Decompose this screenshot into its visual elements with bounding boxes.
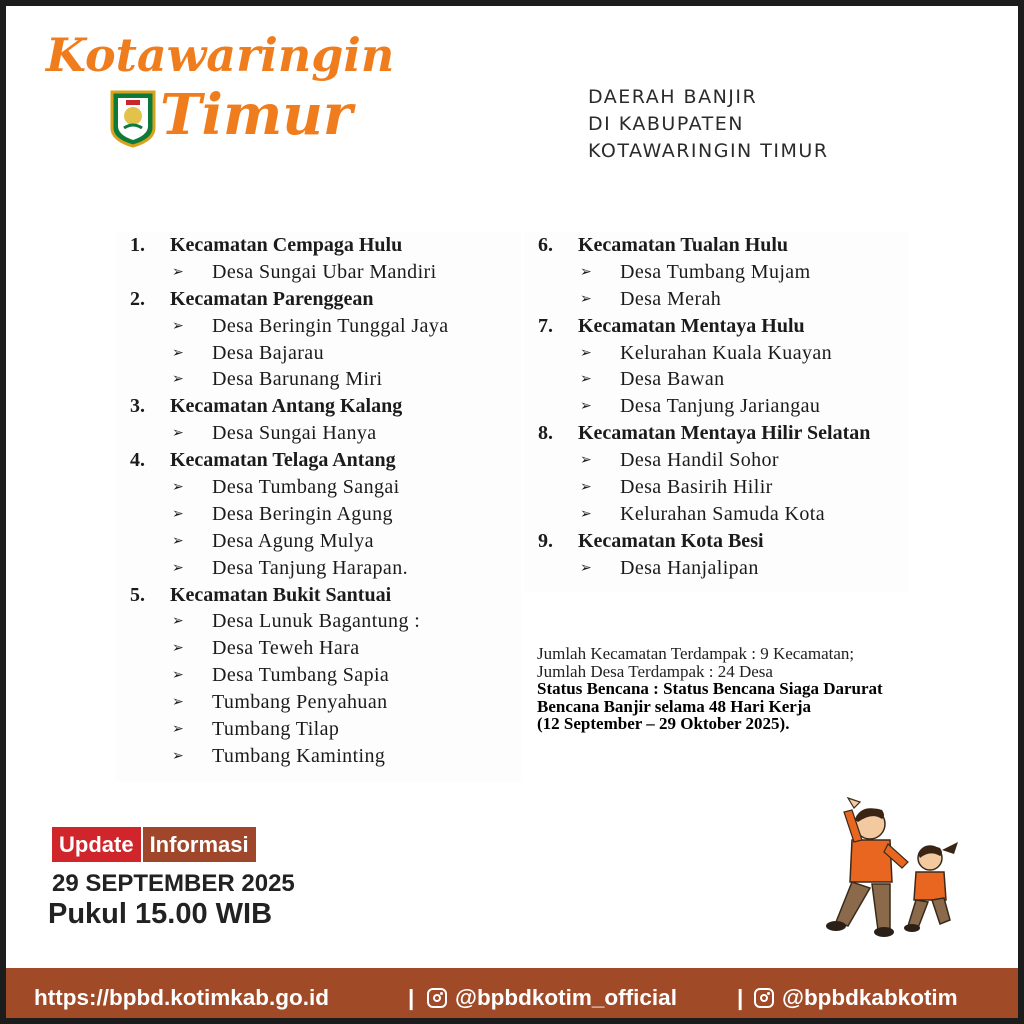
desa-name: Desa Beringin Tunggal Jaya [212, 314, 449, 337]
desa-item [116, 313, 521, 340]
desa-item [116, 662, 521, 689]
arrow-bullet-icon: ➢ [580, 505, 593, 522]
kecamatan-number: 4. [130, 449, 145, 472]
impact-summary [537, 645, 957, 733]
desa-item [116, 474, 521, 501]
kecamatan-heading [524, 420, 909, 447]
kecamatan-name: Kecamatan Antang Kalang [170, 395, 403, 418]
kecamatan-heading [524, 528, 909, 555]
kecamatan-name: Kecamatan Cempaga Hulu [170, 234, 403, 256]
desa-item [524, 393, 909, 420]
summary-status: Status Bencana : Status Bencana Siaga Darurat [537, 679, 883, 698]
heading-line: DAERAH BANJIR [588, 86, 758, 108]
instagram-handle: @bpbdkotim_official [455, 985, 677, 1010]
arrow-bullet-icon: ➢ [172, 532, 185, 549]
heading-line: KOTAWARINGIN TIMUR [588, 140, 829, 162]
arrow-bullet-icon: ➢ [580, 344, 593, 361]
arrow-bullet-icon: ➢ [580, 371, 593, 388]
summary-kecamatan-count: Jumlah Kecamatan Terdampak : 9 Kecamatan; [537, 644, 855, 663]
desa-item [116, 340, 521, 367]
arrow-bullet-icon: ➢ [580, 263, 593, 280]
kecamatan-heading [524, 313, 909, 340]
page-heading [588, 84, 829, 165]
desa-name: Desa Hanjalipan [620, 556, 759, 579]
desa-name: Tumbang Tilap [212, 718, 340, 741]
kecamatan-heading [116, 582, 521, 609]
informasi-label: Informasi [143, 827, 256, 862]
desa-name: Desa Merah [620, 287, 722, 310]
desa-item [116, 501, 521, 528]
desa-name: Desa Tumbang Sangai [212, 476, 400, 499]
desa-name: Desa Tumbang Mujam [620, 260, 811, 283]
desa-name: Desa Basirih Hilir [620, 476, 773, 499]
desa-name: Desa Bajarau [212, 341, 324, 364]
kecamatan-name: Kecamatan Tualan Hulu [578, 234, 789, 256]
kecamatan-name: Kecamatan Kota Besi [578, 529, 764, 552]
arrow-bullet-icon: ➢ [580, 452, 593, 469]
desa-item [116, 635, 521, 662]
desa-item [116, 259, 521, 286]
desa-name: Tumbang Kaminting [212, 744, 386, 767]
heading-line: DI KABUPATEN [588, 113, 744, 135]
desa-name: Kelurahan Samuda Kota [620, 502, 826, 525]
kecamatan-list-right [524, 232, 909, 592]
update-date: 29 SEPTEMBER 2025 [52, 870, 295, 897]
kecamatan-name: Kecamatan Mentaya Hilir Selatan [578, 422, 871, 445]
kecamatan-list-left [116, 232, 521, 782]
kecamatan-number: 9. [538, 529, 553, 552]
kecamatan-number: 7. [538, 314, 553, 337]
instagram-icon [427, 988, 447, 1008]
kecamatan-heading [116, 447, 521, 474]
desa-item [524, 447, 909, 474]
kecamatan-number: 1. [130, 234, 145, 256]
desa-item [524, 474, 909, 501]
arrow-bullet-icon: ➢ [172, 559, 185, 576]
desa-name: Tumbang Penyahuan [212, 691, 388, 714]
boy-mascot [826, 798, 908, 937]
desa-item [116, 716, 521, 743]
kecamatan-name: Kecamatan Parenggean [170, 287, 374, 310]
footer-instagram-kab[interactable] [754, 968, 958, 1024]
kecamatan-name: Kecamatan Bukit Santuai [170, 583, 392, 606]
desa-item [116, 528, 521, 555]
footer-separator: | [737, 985, 744, 1010]
kecamatan-number: 3. [130, 395, 145, 418]
kecamatan-name: Kecamatan Mentaya Hulu [578, 314, 805, 337]
footer-instagram-official[interactable] [427, 968, 677, 1024]
kecamatan-name: Kecamatan Telaga Antang [170, 449, 396, 472]
update-time: Pukul 15.00 WIB [48, 898, 273, 930]
desa-item [524, 259, 909, 286]
summary-status-duration: Bencana Banjir selama 48 Hari Kerja [537, 696, 812, 716]
desa-name: Kelurahan Kuala Kuayan [620, 341, 833, 364]
desa-name: Desa Sungai Ubar Mandiri [212, 260, 437, 283]
desa-name: Desa Tanjung Harapan. [212, 556, 409, 579]
arrow-bullet-icon: ➢ [172, 505, 185, 522]
kotawaringin-timur-logo [40, 28, 395, 148]
footer-separator: | [408, 985, 415, 1010]
arrow-bullet-icon: ➢ [580, 479, 593, 496]
arrow-bullet-icon: ➢ [172, 667, 185, 684]
arrow-bullet-icon: ➢ [172, 317, 185, 334]
desa-item [524, 501, 909, 528]
summary-status-period: (12 September – 29 Oktober 2025). [537, 714, 790, 733]
arrow-bullet-icon: ➢ [580, 398, 593, 415]
desa-name: Desa Tanjung Jariangau [620, 395, 821, 418]
desa-item [524, 340, 909, 367]
desa-name: Desa Sungai Hanya [212, 422, 377, 445]
mascot-illustration [812, 792, 972, 952]
arrow-bullet-icon: ➢ [172, 694, 185, 711]
kecamatan-number: 2. [130, 287, 145, 310]
arrow-bullet-icon: ➢ [172, 425, 185, 442]
kecamatan-number: 8. [538, 422, 553, 445]
desa-item [116, 366, 521, 393]
desa-item [116, 743, 521, 770]
desa-name: Desa Barunang Miri [212, 368, 383, 391]
desa-name: Desa Tumbang Sapia [212, 664, 390, 687]
kecamatan-heading [116, 232, 521, 259]
arrow-bullet-icon: ➢ [172, 371, 185, 388]
desa-item [116, 555, 521, 582]
arrow-bullet-icon: ➢ [172, 721, 185, 738]
arrow-bullet-icon: ➢ [172, 640, 185, 657]
logo-line1: Kotawaringin [46, 28, 395, 82]
footer-bar [6, 968, 1018, 1024]
desa-name: Desa Agung Mulya [212, 529, 374, 552]
kecamatan-heading [116, 393, 521, 420]
desa-name: Desa Teweh Hara [212, 637, 360, 660]
desa-name: Desa Bawan [620, 368, 725, 391]
arrow-bullet-icon: ➢ [172, 747, 185, 764]
kecamatan-heading [524, 232, 909, 259]
summary-desa-count: Jumlah Desa Terdampak : 24 Desa [537, 661, 773, 681]
girl-mascot [904, 842, 958, 932]
desa-item [116, 689, 521, 716]
desa-item [524, 286, 909, 313]
arrow-bullet-icon: ➢ [172, 344, 185, 361]
arrow-bullet-icon: ➢ [172, 263, 185, 280]
instagram-icon [754, 988, 774, 1008]
desa-item [524, 366, 909, 393]
kecamatan-heading [116, 286, 521, 313]
arrow-bullet-icon: ➢ [172, 479, 185, 496]
instagram-handle: @bpbdkabkotim [782, 985, 958, 1010]
desa-item [524, 555, 909, 582]
footer-website-link[interactable]: https://bpbd.kotimkab.go.id [34, 985, 329, 1010]
kecamatan-number: 5. [130, 583, 145, 606]
desa-name: Desa Beringin Agung [212, 502, 393, 525]
regency-emblem-icon [108, 88, 158, 148]
logo-line2: Timur [160, 82, 353, 148]
desa-name: Desa Lunuk Bagantung : [212, 610, 421, 633]
update-label: Update [52, 827, 141, 862]
desa-item [116, 420, 521, 447]
desa-item [116, 608, 521, 635]
arrow-bullet-icon: ➢ [580, 559, 593, 576]
arrow-bullet-icon: ➢ [172, 613, 185, 630]
update-info-badge [52, 827, 256, 862]
kecamatan-number: 6. [538, 234, 553, 256]
arrow-bullet-icon: ➢ [580, 290, 593, 307]
desa-name: Desa Handil Sohor [620, 449, 779, 472]
